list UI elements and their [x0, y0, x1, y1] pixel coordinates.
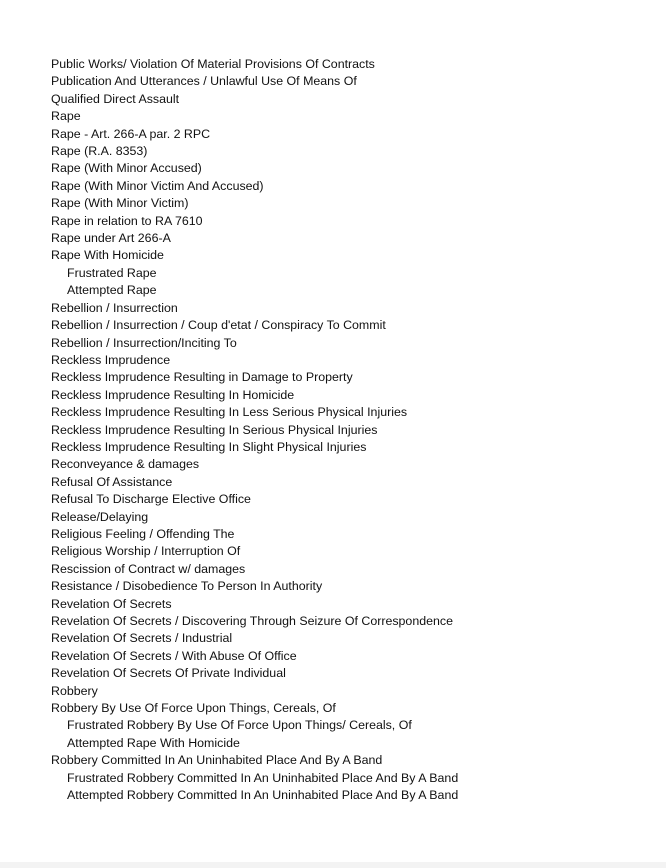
list-item: Religious Feeling / Offending The [51, 526, 235, 541]
list-item: Rape under Art 266-A [51, 231, 171, 246]
sub-list-item: Frustrated Rape [67, 265, 157, 280]
list-item: Rape (With Minor Victim And Accused) [51, 178, 264, 193]
list-item: Revelation Of Secrets [51, 596, 172, 611]
list-item: Reckless Imprudence Resulting in Damage to Property [51, 370, 353, 385]
list-item: Rape (With Minor Accused) [51, 161, 202, 176]
list-item: Rescission of Contract w/ damages [51, 561, 246, 576]
list-item: Rape (With Minor Victim) [51, 196, 189, 211]
sub-list-item: Attempted Rape With Homicide [67, 735, 240, 750]
list-item: Robbery [51, 683, 98, 698]
list-item: Reckless Imprudence Resulting In Homicide [51, 387, 295, 402]
list-item: Religious Worship / Interruption Of [51, 544, 241, 559]
sub-list-item: Frustrated Robbery Committed In An Uninhabited Place And By A Band [67, 770, 459, 785]
list-item: Rape With Homicide [51, 248, 164, 263]
list-item: Refusal To Discharge Elective Office [51, 492, 251, 507]
list-item: Reckless Imprudence [51, 352, 171, 367]
list-item: Refusal Of Assistance [51, 474, 173, 489]
sub-list-item: Frustrated Robbery By Use Of Force Upon Things/ Cereals, Of [67, 718, 412, 733]
list-item: Publication And Utterances / Unlawful Use Of Means Of [51, 74, 357, 89]
list-item: Reckless Imprudence Resulting In Slight Physical Injuries [51, 439, 367, 454]
list-item: Reckless Imprudence Resulting In Serious Physical Injuries [51, 422, 378, 437]
list-item: Rebellion / Insurrection / Coup d'etat / Conspiracy To Commit [51, 318, 386, 333]
list-item: Reconveyance & damages [51, 457, 200, 472]
list-item: Revelation Of Secrets Of Private Individual [51, 666, 286, 681]
list-item: Release/Delaying [51, 509, 149, 524]
sub-list-item: Attempted Robbery Committed In An Uninhabited Place And By A Band [67, 788, 459, 803]
offense-list [51, 56, 458, 804]
list-item: Resistance / Disobedience To Person In Authority [51, 579, 323, 594]
list-item: Robbery Committed In An Uninhabited Place And By A Band [51, 753, 383, 768]
list-item: Revelation Of Secrets / Industrial [51, 631, 233, 646]
list-item: Rebellion / Insurrection/Inciting To [51, 335, 237, 350]
list-item: Reckless Imprudence Resulting In Less Serious Physical Injuries [51, 405, 408, 420]
page-bottom-edge [0, 862, 666, 868]
sub-list-item: Attempted Rape [67, 283, 157, 298]
list-item: Rape [51, 109, 81, 124]
list-item: Robbery By Use Of Force Upon Things, Cereals, Of [51, 701, 336, 716]
list-item: Rape - Art. 266-A par. 2 RPC [51, 126, 211, 141]
list-item: Qualified Direct Assault [51, 91, 180, 106]
list-item: Revelation Of Secrets / Discovering Through Seizure Of Correspondence [51, 614, 453, 628]
list-item: Rape in relation to RA 7610 [51, 213, 203, 228]
list-item: Rape (R.A. 8353) [51, 144, 148, 159]
list-item: Rebellion / Insurrection [51, 300, 178, 315]
list-item: Public Works/ Violation Of Material Provisions Of Contracts [51, 57, 375, 71]
list-item: Revelation Of Secrets / With Abuse Of Office [51, 648, 297, 663]
